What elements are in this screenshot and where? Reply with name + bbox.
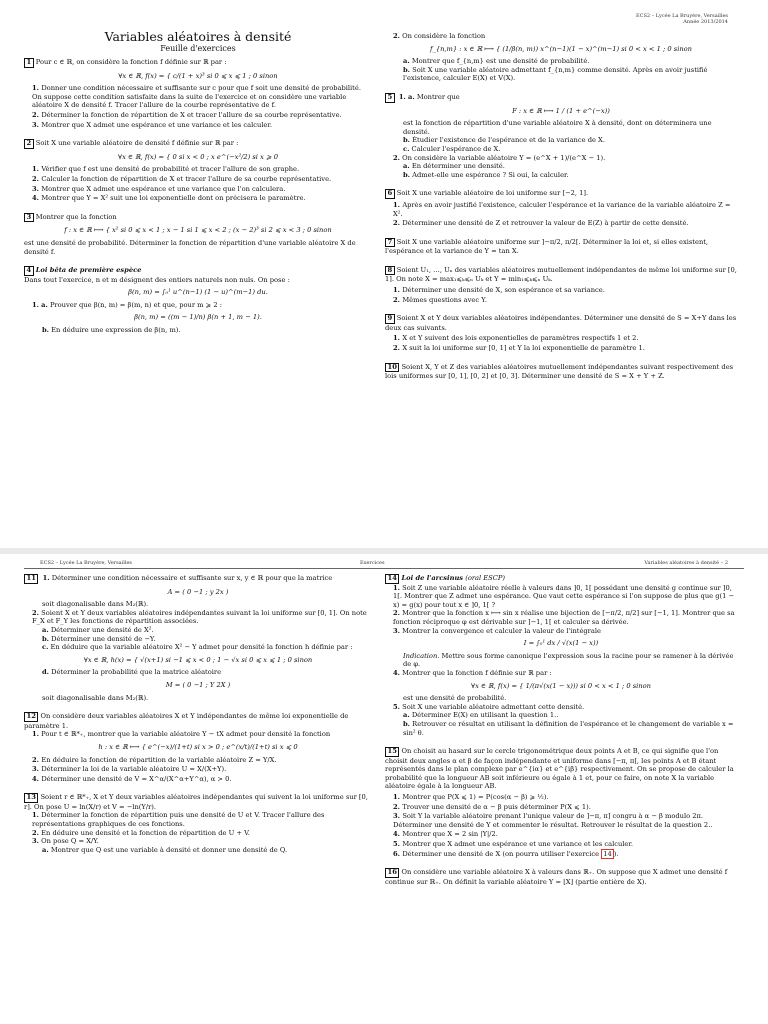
question-2: En déduire une densité et la fonction de répartition de U + V. — [41, 828, 250, 837]
question-list — [32, 84, 372, 129]
exercise-2 — [24, 139, 372, 203]
exercise-number: 10 — [385, 363, 399, 373]
exercise-intro: On considère deux variables aléatoires X et Y indépendantes de même loi exponentielle de paramètre 1. — [24, 712, 349, 730]
formula: F : x ∈ ℝ ⟼ 1 / (1 + e^(−x)) — [512, 106, 610, 115]
exercise-text: On considère une variable aléatoire X à valeurs dans ℝ₊. On suppose que X admet une densité f continue sur ℝ₊. On définit la variable aléatoire Y = ⌊X⌋ (partie entière de X). — [385, 868, 728, 886]
question-list — [32, 165, 372, 202]
question-5b: Retrouver ce résultat en utilisant la définition de l'espérance et le changement de variable x = sin² θ. — [403, 719, 734, 737]
exercise-9 — [385, 314, 737, 352]
question: 2. Calculer la fonction de répartition de X et tracer l'allure de sa courbe représentative. — [32, 175, 372, 184]
question-1a-cont: est la fonction de répartition d'une variable aléatoire X à densité, dont on déterminera une densité. — [403, 119, 712, 136]
question-2c: En déduire que la variable aléatoire X² − Y admet pour densité la fonction h définie par : — [50, 643, 353, 652]
question-2: Montrer que la fonction x ⟼ sin x réalise une bijection de [−π/2, π/2] sur [−1, 1]. Montrer que sa fonction réciproque φ est dérivable sur ]−1, 1[ et calculer sa dérivée. — [393, 609, 735, 626]
question-2: On considère la variable aléatoire Y = (e^X + 1)/(e^X − 1). — [402, 153, 606, 162]
exercise-number: 15 — [385, 747, 399, 757]
question-list — [393, 793, 737, 858]
header-right: Variables aléatoires à densité – 2 — [644, 560, 728, 566]
exercise-title: Loi de l'arcsinus — [401, 574, 464, 582]
question-text-end: ). — [613, 849, 619, 858]
formula: ∀x ∈ ℝ, f(x) = { 1/(π√(x(1 − x))) si 0 < x < 1 ; 0 sinon — [471, 681, 651, 690]
header-school: ECS2 – Lycée La Bruyère, Versailles — [636, 13, 728, 19]
question-2d-cont: soit diagonalisable dans M₂(ℝ). — [42, 693, 149, 702]
question: 4. Montrer que Y = X² suit une loi exponentielle dont on précisera le paramètre. — [32, 194, 372, 203]
question: 1. Déterminer une densité de X, son espérance et sa variance. — [393, 286, 737, 295]
question-1c: Calculer l'espérance de X. — [411, 144, 501, 153]
left-column — [24, 0, 372, 345]
question-3: Montrer la convergence et calculer la valeur de l'intégrale — [402, 626, 601, 635]
exercise-number: 7 — [385, 238, 395, 248]
question-2d: Déterminer la probabilité que la matrice aléatoire — [51, 668, 222, 677]
question-text: Déterminer une densité de X (on pourra utiliser l'exercice — [402, 849, 600, 858]
formula: h : x ∈ ℝ ⟼ { e^(−x)/(1+t) si x > 0 ; e^(x/t)/(1+t) si x ⩽ 0 — [98, 742, 298, 751]
question: 3. Montrer que X admet une espérance et une variance et les calculer. — [32, 121, 372, 130]
exercise-5: 5 1. a. Montrer que F : x ∈ ℝ ⟼ 1 / (1 + e^(−x)) est la fonction de répartition d'une variable aléatoire X à densité, dont on déterminera une densité. b. Étudier l'existence de l'espérance et de la variance de X. c. Calculer l'espérance de X. 2. On considère la variable aléatoire Y = (e^X + 1)/(e^X − 1). a. En déterminer une densité. b. Admet-elle une espérance ? Si oui, la calculer. — [385, 93, 737, 179]
exercise-intro: Soit X une variable aléatoire de densité f définie sur ℝ par : — [35, 139, 239, 148]
question-1: Pour t ∈ ℝ*₊, montrer que la variable aléatoire Y − tX admet pour densité la fonction — [41, 730, 331, 739]
question-1b: En déduire une expression de β(n, m). — [51, 326, 181, 335]
exercise-intro: On choisit au hasard sur le cercle trigonométrique deux points A et B, ce qui signifie que l'on choisit deux angles α et β de façon indépendante et uniforme dans [−π, π[, les points A et B étant représentés dans le plan complexe par e^{iα} et e^{iβ} respectivement. On se propose de calculer la probabilité que la longueur AB soit inférieure ou égale à 1 et, pour ce faire, on note X la variable aléatoire égale à la longueur AB. — [385, 747, 734, 791]
question: 1. Vérifier que f est une densité de probabilité et tracer l'allure de son graphe. — [32, 165, 372, 174]
exercise-intro: Montrer que la fonction — [35, 212, 117, 221]
exercise-number: 1 — [24, 58, 34, 68]
exercise-number: 4 — [24, 266, 34, 276]
exercise-11: 11 1. Déterminer une condition nécessaire et suffisante sur x, y ∈ ℝ pour que la matrice A = ( 0 −1 ; y 2x ) soit diagonalisable dans M₂(ℝ). 2. Soient X et Y deux variables aléatoires indépendantes suivant la loi uniforme sur [0, 1]. On note F_X et F_Y les fonctions de répartition associées. a. Déterminer une densité de X². b. Déterminer une densité de −Y. c. En déduire que la variable aléatoire X² − Y admet pour densité la fonction h définie par : ∀x ∈ ℝ, h(x) = { √(x+1) si −1 ⩽ x < 0 ; 1 − √x si 0 ⩽ x ⩽ 1 ; 0 sinon d. Déterminer la probabilité que la matrice aléatoire M = ( 0 −1 ; Y 2X ) soit diagonalisable dans M₂(ℝ). — [24, 574, 372, 702]
right-column — [385, 32, 737, 391]
page-header — [636, 13, 728, 25]
exercise-number: 6 — [385, 189, 395, 199]
question-2a: Montrer que f_{n,m} est une densité de probabilité. — [411, 57, 590, 66]
question: 3. Montrer que X admet une espérance et une variance que l'on calculera. — [32, 185, 372, 194]
question-list — [393, 201, 737, 228]
question-4-cont: est une densité de probabilité. — [403, 694, 507, 703]
question: 2. Déterminer la fonction de répartition de X et tracer l'allure de sa courbe représentative. — [32, 111, 372, 120]
question: 1. Montrer que P(X ⩽ 1) = P(cos(α − β) ⩾ ½). — [393, 793, 737, 802]
question: 2. Mêmes questions avec Y. — [393, 296, 737, 305]
formula: ∀x ∈ ℝ, h(x) = { √(x+1) si −1 ⩽ x < 0 ; 1 − √x si 0 ⩽ x ⩽ 1 ; 0 sinon — [83, 655, 313, 664]
question-1a: Prouver que β(n, m) = β(m, n) et que, pour m ⩾ 2 : — [49, 300, 222, 309]
right-column — [385, 574, 737, 896]
exercise-intro: Soient X et Y deux variables aléatoires indépendantes. Déterminer une densité de S = X+Y dans les deux cas suivants. — [385, 314, 737, 332]
formula: I = ∫₀¹ dx / √(x(1 − x)) — [523, 639, 599, 648]
exercise-text: Soient X, Y et Z des variables aléatoires mutuellement indépendantes suivant respectivement des lois uniformes sur [0, 1], [0, 2] et [0, 3]. Déterminer une densité de S = X + Y + Z. — [385, 362, 734, 381]
question-5a: Déterminer E(X) en utilisant la question 1.. — [411, 711, 559, 720]
exercise-intro: Pour c ∈ ℝ, on considère la fonction f définie sur ℝ par : — [35, 58, 227, 66]
exercise-text: Soit X une variable aléatoire uniforme sur ]−π/2, π/2[. Déterminer la loi et, si elles existent, l'espérance et la variance de Y = tan X. — [385, 237, 709, 256]
exercise-outro: est une densité de probabilité. Déterminer la fonction de répartition d'une variable aléatoire X de densité f. — [24, 238, 356, 256]
question: 3. Soit Y la variable aléatoire prenant l'unique valeur de ]−π, π] congru à α − β modulo 2π. Déterminer une densité de Y et commenter le résultat. Retrouver le résultat de la question 2.. — [393, 812, 737, 829]
question: 2. X suit la loi uniforme sur [0, 1] et Y la loi exponentielle de paramètre 1. — [393, 344, 737, 353]
exercise-number: 12 — [24, 712, 38, 722]
question — [393, 850, 737, 859]
question-list — [393, 334, 737, 352]
exercise-number: 3 — [24, 213, 34, 223]
exercise-number: 2 — [24, 139, 34, 149]
exercise-intro: Dans tout l'exercice, n et m désignent des entiers naturels non nuls. On pose : — [24, 275, 290, 284]
matrix-m: M = ( 0 −1 ; Y 2X ) — [165, 680, 231, 689]
formula: ∀x ∈ ℝ, f(x) = { 0 si x < 0 ; x e^(−x²/2) si x ⩾ 0 — [118, 152, 278, 161]
exercise-number: 8 — [385, 266, 395, 276]
question-3a: Montrer que Q est une variable à densité et donner une densité de Q. — [50, 845, 288, 854]
left-column — [24, 574, 372, 864]
question-1: Déterminer une condition nécessaire et suffisante sur x, y ∈ ℝ pour que la matrice — [51, 574, 333, 582]
question: 3. Déterminer la loi de la variable aléatoire U = X/(X+Y). — [32, 765, 372, 774]
question-1: Déterminer la fonction de répartition puis une densité de U et V. Tracer l'allure des représentations graphiques de ces fonctions. — [32, 811, 325, 829]
question-2a: Déterminer une densité de X². — [50, 625, 154, 634]
question-1-cont: soit diagonalisable dans M₂(ℝ). — [42, 600, 149, 609]
exercise-number: 9 — [385, 314, 395, 324]
question-5: Soit X une variable aléatoire admettant cette densité. — [402, 702, 585, 711]
question-4: Montrer que la fonction f définie sur ℝ par : — [402, 668, 552, 677]
question-2a: En déterminer une densité. — [411, 162, 505, 171]
header-left: ECS2 – Lycée La Bruyère, Versailles — [40, 560, 132, 566]
document-subtitle: Feuille d'exercices — [160, 44, 236, 53]
document-title: Variables aléatoires à densité — [104, 29, 292, 44]
question: 1. X et Y suivent des lois exponentielles de paramètres respectifs 1 et 2. — [393, 334, 737, 343]
question: 1. Après en avoir justifié l'existence, calculer l'espérance et la variance de la variable aléatoire Z = X². — [393, 201, 737, 218]
question-list — [393, 286, 737, 304]
exercise-number: 13 — [24, 793, 38, 803]
formula: f_{n,m} : x ∈ ℝ ⟼ { (1/β(n, m)) x^(n−1)(1 − x)^(m−1) si 0 < x < 1 ; 0 sinon — [430, 44, 692, 53]
question-2b: Admet-elle une espérance ? Si oui, la calculer. — [412, 170, 569, 179]
exercise-number: 5 — [385, 93, 395, 103]
exercise-number: 16 — [385, 868, 399, 878]
exercise-13: 13 Soient r ∈ ℝ*₊, X et Y deux variables aléatoires indépendantes qui suivent la loi uniforme sur [0, r]. On pose U = ln(X/r) et V = −ln(Y/r). 1. Déterminer la fonction de répartition puis une densité de U et V. Tracer l'allure des représentations graphiques de ces fonctions. 2. En déduire une densité et la fonction de répartition de U + V. 3. On pose Q = X/Y. a. Montrer que Q est une variable à densité et donner une densité de Q. — [24, 793, 368, 854]
indication-text: Mettre sous forme canonique l'expression sous la racine pour se ramener à la dérivée de φ. — [403, 651, 734, 669]
question: 1. Donner une condition nécessaire et suffisante sur c pour que f soit une densité de probabilité. On suppose cette condition satisfaite dans la suite de l'exercice et on considère une variable aléatoire X de densité f. Tracer l'allure de la courbe représentative de f. — [32, 84, 372, 110]
question-2b: Déterminer une densité de −Y. — [51, 634, 156, 643]
formula: ∀x ∈ ℝ, f(x) = { c/(1 + x)³ si 0 ⩽ x ⩽ 1 ; 0 sinon — [118, 71, 278, 80]
exercise-3 — [24, 213, 372, 256]
question-3: On pose Q = X/Y. — [41, 837, 99, 846]
formula: β(n, m) = ∫₀¹ u^(n−1) (1 − u)^(m−1) du. — [128, 288, 268, 297]
question: 2. En déduire la fonction de répartition de la variable aléatoire Z = Y/X. — [32, 756, 372, 765]
exercise-number: 14 — [385, 574, 399, 584]
question-list — [32, 756, 372, 784]
exercise-intro: Soient r ∈ ℝ*₊, X et Y deux variables aléatoires indépendantes qui suivent la loi uniforme sur [0, r]. On pose U = ln(X/r) et V = −ln(Y/r). — [24, 793, 368, 811]
question: 4. Déterminer une densité de V = X^α/(X^α+Y^α), α > 0. — [32, 775, 372, 784]
question: 4. Montrer que X = 2 sin |Y|/2. — [393, 830, 737, 839]
exercise-1 — [24, 58, 372, 129]
exercise-16 — [385, 868, 737, 886]
question-1b: Étudier l'existence de l'espérance et de la variance de X. — [412, 136, 605, 145]
question: 2. Déterminer une densité de Z et retrouver la valeur de E(Z) à partir de cette densité. — [393, 219, 737, 228]
exercise-6 — [385, 189, 737, 227]
header-center: Exercices — [360, 560, 385, 566]
exercise-7 — [385, 238, 737, 256]
exercise-10 — [385, 363, 737, 381]
question-1a: Montrer que — [416, 92, 460, 101]
exercise-title: Loi bêta de première espèce — [35, 266, 142, 275]
page-2 — [0, 554, 768, 1024]
question-1: Soit Z une variable aléatoire réelle à valeurs dans ]0, 1[ possédant une densité g continue sur ]0, 1[. Montrer que Z admet une espérance. Que vaut cette espérance si l'on suppose de plus que g(1 − x) = g(x) pour tout x ∈ ]0, 1[ ? — [393, 583, 735, 609]
exercise-14: 14 Loi de l'arcsinus (oral ESCP) 1. Soit Z une variable aléatoire réelle à valeurs dans ]0, 1[ possédant une densité g continue sur ]0, 1[. Montrer que Z admet une espérance. Que vaut cette espérance si l'on suppose de plus que g(1 − x) = g(x) pour tout x ∈ ]0, 1[ ? 2. Montrer que la fonction x ⟼ sin x réalise une bijection de [−π/2, π/2] sur [−1, 1]. Montrer que sa fonction réciproque φ est dérivable sur ]−1, 1[ et calculer sa dérivée. 3. Montrer la convergence et calculer la valeur de l'intégrale I = ∫₀¹ dx / √(x(1 − x)) Indication. Mettre sous forme canonique l'expression sous la racine pour se ramener à la dérivée de φ. 4. Montrer que la fonction f définie sur ℝ par : ∀x ∈ ℝ, f(x) = { 1/(π√(x(1 − x))) si 0 < x < 1 ; 0 sinon est une densité de probabilité. 5. Soit X une variable aléatoire admettant cette densité. a. Déterminer E(X) en utilisant la question 1.. b. Retrouver ce résultat en utilisant la définition de l'espérance et le changement de variable x = sin² θ. — [385, 574, 737, 737]
matrix-a: A = ( 0 −1 ; y 2x ) — [167, 587, 229, 596]
exercise-4-continued: 2. On considère la fonction f_{n,m} : x ∈ ℝ ⟼ { (1/β(n, m)) x^(n−1)(1 − x)^(m−1) si 0 < x < 1 ; 0 sinon a. Montrer que f_{n,m} est une densité de probabilité. b. Soit X une variable aléatoire admettant f_{n,m} comme densité. Après en avoir justifié l'existence, calculer E(X) et V(X). — [385, 32, 737, 83]
question: 2. Trouver une densité de α − β puis déterminer P(X ⩽ 1). — [393, 803, 737, 812]
exercise-reference-link[interactable]: 14 — [603, 849, 612, 858]
header-year: Année 2013/2014 — [683, 19, 728, 25]
exercise-8 — [385, 266, 737, 304]
question-2b: Soit X une variable aléatoire admettant f_{n,m} comme densité. Après en avoir justifié l'existence, calculer E(X) et V(X). — [403, 65, 708, 83]
exercise-15 — [385, 747, 737, 858]
exercise-title-note: (oral ESCP) — [465, 574, 505, 582]
exercise-4: 4 Loi bêta de première espèce Dans tout l'exercice, n et m désignent des entiers naturels non nuls. On pose : β(n, m) = ∫₀¹ u^(n−1) (1 − u)^(m−1) du. 1. a. Prouver que β(n, m) = β(m, n) et que, pour m ⩾ 2 : β(n, m) = ((m − 1)/n) β(n + 1, m − 1). b. En déduire une expression de β(n, m). — [24, 266, 372, 335]
formula: β(n, m) = ((m − 1)/n) β(n + 1, m − 1). — [134, 313, 262, 322]
question-2: On considère la fonction — [402, 32, 486, 40]
question: 5. Montrer que X admet une espérance et une variance et les calculer. — [393, 840, 737, 849]
formula: f : x ∈ ℝ ⟼ { x² si 0 ⩽ x < 1 ; x − 1 si 1 ⩽ x < 2 ; (x − 2)³ si 2 ⩽ x < 3 ; 0 sinon — [64, 226, 332, 235]
exercise-intro: Soit X une variable aléatoire de loi uniforme sur [−2, 1]. — [396, 189, 589, 198]
exercise-number: 11 — [24, 574, 38, 584]
header-rule — [24, 568, 744, 569]
exercise-12: 12 On considère deux variables aléatoires X et Y indépendantes de même loi exponentielle de paramètre 1. 1. Pour t ∈ ℝ*₊, montrer que la variable aléatoire Y − tX admet pour densité la fonction h : x ∈ ℝ ⟼ { e^(−x)/(1+t) si x > 0 ; e^(x/t)/(1+t) si x ⩽ 0 2. En déduire la fonction de répartition de la variable aléatoire Z = Y/X. 3. Déterminer la loi de la variable aléatoire U = X/(X+Y). 4. Déterminer une densité de V = X^α/(X^α+Y^α), α > 0. — [24, 712, 372, 783]
question-2: Soient X et Y deux variables aléatoires indépendantes suivant la loi uniforme sur [0, 1]. On note F_X et F_Y les fonctions de répartition associées. — [32, 608, 367, 626]
exercise-intro: Soient U₁, …, Uₙ des variables aléatoires mutuellement indépendantes de même loi uniforme sur [0, 1]. On note X = max₁⩽ₖ⩽ₙ Uₖ et Y = min₁⩽ₖ⩽ₙ Uₖ. — [385, 265, 737, 284]
indication-label: Indication. — [403, 651, 440, 660]
